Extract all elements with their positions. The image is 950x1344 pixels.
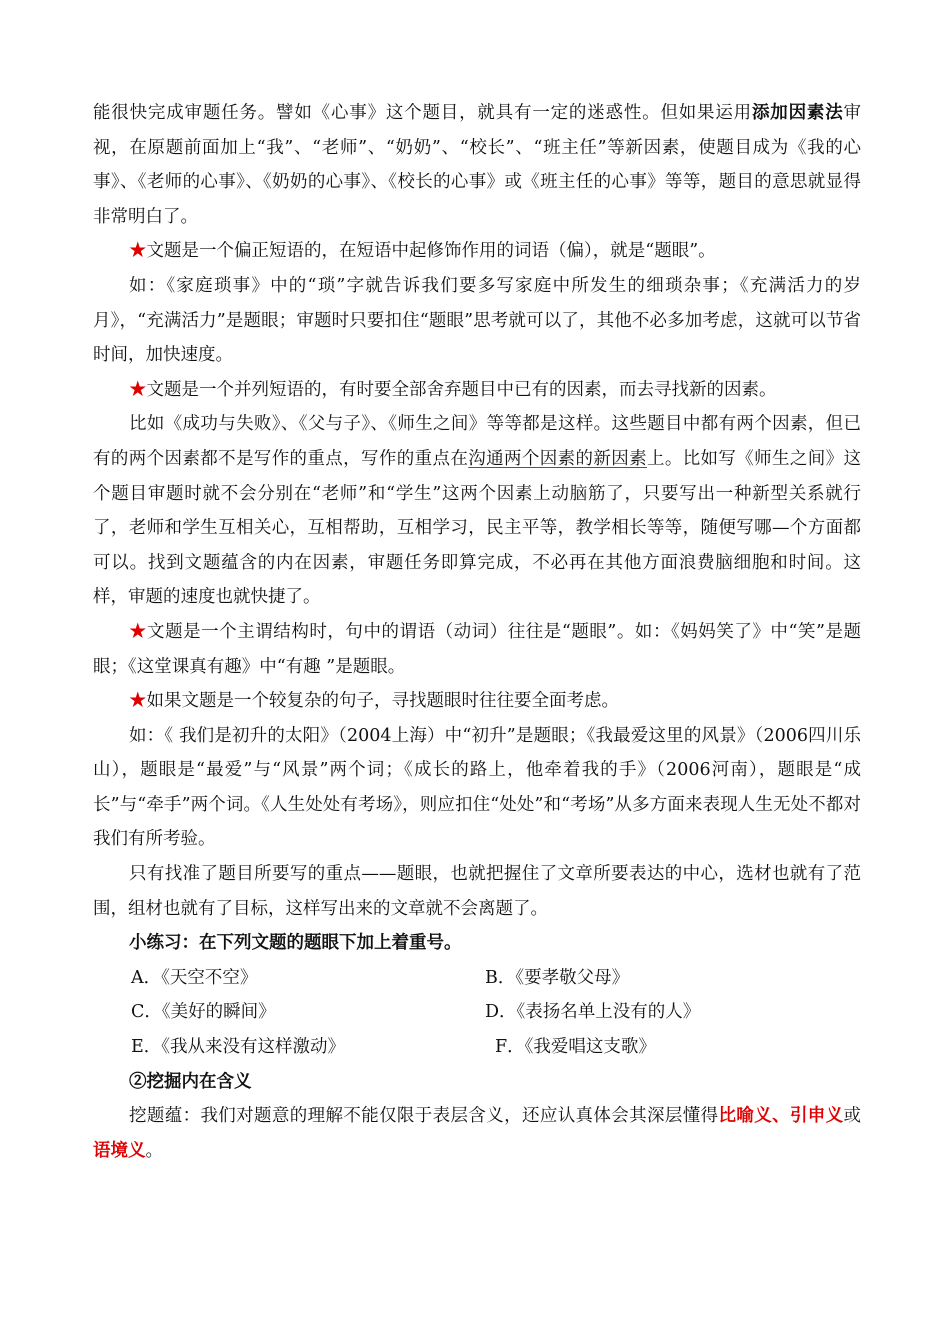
red-term: 语境义 bbox=[93, 1140, 146, 1161]
exercise-option-f: F．《我爱唱这支歌》 bbox=[495, 1037, 656, 1058]
rule-text: 文题是一个并列短语的，有时要全部舍弃题目中已有的因素，而去寻找新的因素。 bbox=[146, 379, 777, 400]
section-title: ②挖掘内在含义 bbox=[129, 1071, 252, 1092]
exercise-row bbox=[93, 1030, 861, 1065]
star-icon: ★ bbox=[129, 691, 147, 712]
rule-text: 文题是一个偏正短语的，在短语中起修饰作用的词语（偏），就是“题眼”。 bbox=[146, 241, 716, 262]
rule-4 bbox=[93, 684, 861, 719]
red-term: 引申义 bbox=[789, 1106, 844, 1127]
exercise-row bbox=[93, 961, 861, 996]
text: 比如《成功与失败》、《父与子》、《师生之间》等等都是这样。这些题目中都有两个因素，但已有的两个因素都不是写作的重点，写作的重点在 bbox=[93, 414, 861, 469]
separator: 、 bbox=[772, 1106, 790, 1127]
text: 能很快完成审题任务。譬如《心事》这个题目，就具有一定的迷惑性。但如果运用 bbox=[93, 103, 752, 123]
rule-2-example bbox=[93, 407, 861, 615]
rule-1 bbox=[93, 234, 861, 269]
red-term: 比喻义 bbox=[718, 1106, 773, 1127]
rule-4-example: 如：《 我们是初升的太阳》（2004上海）中“初升”是题眼；《我最爱这里的风景》（2006四川乐山），题眼是“最爱”与“风景”两个词；《成长的路上，他牵着我的手》（2006河南），题眼是“成长”与“牵手”两个词。《人生处处有考场》，则应扣住“处处”和“考场”从多方面来表现人生无处不都对我们有所考验。 bbox=[93, 725, 861, 850]
exercise-option-b: B．《要孝敬父母》 bbox=[485, 967, 630, 988]
star-icon: ★ bbox=[129, 379, 147, 400]
exercise-title: 小练习：在下列文题的题眼下加上着重号。 bbox=[129, 933, 462, 954]
exercise-option-a: A．《天空不空》 bbox=[131, 967, 258, 988]
rule-2 bbox=[93, 373, 861, 408]
document-page bbox=[93, 96, 861, 1168]
paragraph-add-factor bbox=[93, 96, 861, 234]
rule-1-example: 如：《家庭琐事》中的“琐”字就告诉我们要多写家庭中所发生的细琐杂事；《充满活力的岁月》，“充满活力”是题眼；审题时只要扣住“题眼”思考就可以了，其他不必多加考虑，这就可以节省时间，加快速度。 bbox=[93, 275, 861, 366]
rule-3 bbox=[93, 615, 861, 684]
text: 。 bbox=[145, 1140, 163, 1161]
exercise-option-c: C．《美好的瞬间》 bbox=[131, 1002, 276, 1023]
text: 上。比如写《师生之间》这个题目审题时就不会分别在“老师”和“学生”这两个因素上动脑筋了，只要写出一种新型关系就行了，老师和学生互相关心，互相帮助，互相学习，民主平等，教学相长等等，随便写哪—个方面都可以。找到文题蕴含的内在因素，审题任务即算完成，不必再在其他方面浪费脑细胞和时间。这样，审题的速度也就快捷了。 bbox=[93, 448, 862, 608]
star-icon: ★ bbox=[129, 241, 147, 262]
exercise-row bbox=[93, 995, 861, 1030]
text: 或 bbox=[843, 1106, 862, 1127]
exercise-option-d: D．《表扬名单上没有的人》 bbox=[485, 1002, 701, 1023]
text: 审视，在原题前面加上“我”、“老师”、“奶奶”、“校长”、“班主任”等新因素，使题目成为《我的心事》、《老师的心事》、《奶奶的心事》、《校长的心事》或《班主任的心事》等等，题目的意思就显得非常明白了。 bbox=[93, 103, 862, 227]
summary-paragraph: 只有找准了题目所要写的重点——题眼，也就把握住了文章所要表达的中心，选材也就有了范围，组材也就有了目标，这样写出来的文章就不会离题了。 bbox=[93, 864, 861, 919]
exercise-option-e: E．《我从来没有这样激动》 bbox=[131, 1037, 346, 1058]
underlined-text: 沟通两个因素的新因素 bbox=[468, 448, 647, 469]
rule-text: 文题是一个主谓结构时，句中的谓语（动词）往往是“题眼”。如：《妈妈笑了》中“笑”是题眼；《这堂课真有趣》中“有趣 ”是题眼。 bbox=[93, 621, 861, 677]
bold-term: 添加因素法 bbox=[751, 103, 844, 123]
text: 挖题蕴：我们对题意的理解不能仅限于表层含义，还应认真体会其深层懂得 bbox=[129, 1106, 719, 1127]
rule-text: 如果文题是一个较复杂的句子，寻找题眼时往往要全面考虑。 bbox=[146, 691, 619, 712]
star-icon: ★ bbox=[129, 621, 148, 642]
section-paragraph bbox=[93, 1099, 861, 1168]
